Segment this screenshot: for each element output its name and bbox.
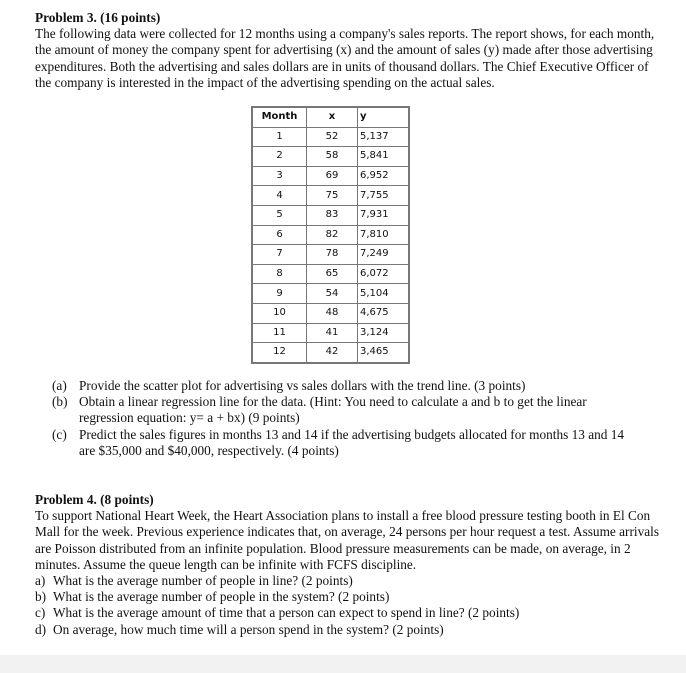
table-cell: 42 — [307, 343, 358, 363]
table-cell: 3 — [252, 166, 307, 186]
table-cell: 7,931 — [358, 205, 410, 225]
question-label: b) — [35, 589, 47, 605]
question-label: d) — [35, 621, 47, 637]
table-cell: 5,137 — [358, 127, 410, 147]
table-cell: 48 — [307, 303, 358, 323]
table-row — [252, 127, 409, 147]
table-cell: 4 — [252, 186, 307, 206]
question-text: What is the average number of people in line? (2 points) — [53, 573, 353, 589]
table-row — [252, 284, 409, 304]
problem-4-intro: To support National Heart Week, the Heart Association plans to install a free blood pressure testing booth in El Con Mall for the week. Previous experience indicates that, on average, 24 persons per hour request a test. Assume arrivals are Poisson distributed from an infinite population. Blood pressure measurements can be made, on average, in 2 minutes. Assume the queue length can be infinite with FCFS discipline. — [35, 508, 660, 572]
table-cell: 82 — [307, 225, 358, 245]
question-label: (b) — [52, 394, 68, 410]
table-cell: 7,249 — [358, 245, 410, 265]
column-header: y — [358, 107, 410, 127]
table-cell: 6,952 — [358, 166, 410, 186]
table-row — [252, 166, 409, 186]
table-row — [252, 205, 409, 225]
question-item — [52, 394, 642, 426]
table-cell: 4,675 — [358, 303, 410, 323]
problem-4-questions — [35, 573, 660, 638]
table-cell: 5 — [252, 205, 307, 225]
problem-3-questions — [52, 378, 642, 459]
table-cell: 69 — [307, 166, 358, 186]
question-label: a) — [35, 573, 46, 589]
column-header: Month — [252, 107, 307, 127]
table-cell: 83 — [307, 205, 358, 225]
table-cell: 7,810 — [358, 225, 410, 245]
table-cell: 9 — [252, 284, 307, 304]
table-cell: 1 — [252, 127, 307, 147]
table-cell: 8 — [252, 264, 307, 284]
table-cell: 41 — [307, 323, 358, 343]
table-row — [252, 186, 409, 206]
table-cell: 54 — [307, 284, 358, 304]
table-cell: 6 — [252, 225, 307, 245]
table-cell: 78 — [307, 245, 358, 265]
table-cell: 11 — [252, 323, 307, 343]
table-row — [252, 245, 409, 265]
table-row — [252, 225, 409, 245]
table-cell: 5,841 — [358, 147, 410, 167]
table-row — [252, 303, 409, 323]
page-bottom-band — [0, 655, 686, 673]
question-item — [52, 378, 642, 394]
question-item — [35, 605, 660, 621]
problem-4-title: Problem 4. (8 points) — [35, 492, 154, 507]
question-text: What is the average number of people in the system? (2 points) — [53, 589, 390, 605]
column-header: x — [307, 107, 358, 127]
table-row — [252, 323, 409, 343]
table-cell: 7 — [252, 245, 307, 265]
table-cell: 75 — [307, 186, 358, 206]
table-row — [252, 147, 409, 167]
question-text: What is the average amount of time that a person can expect to spend in line? (2 points) — [53, 605, 520, 621]
table-cell: 10 — [252, 303, 307, 323]
question-text: Provide the scatter plot for advertising vs sales dollars with the trend line. (3 points) — [79, 378, 526, 393]
table-cell: 6,072 — [358, 264, 410, 284]
table-cell: 7,755 — [358, 186, 410, 206]
question-item — [35, 573, 660, 589]
question-item — [52, 427, 642, 459]
question-label: c) — [35, 605, 46, 621]
table-cell: 5,104 — [358, 284, 410, 304]
question-label: (c) — [52, 426, 67, 442]
question-text: On average, how much time will a person spend in the system? (2 points) — [53, 621, 444, 637]
problem-3 — [35, 10, 660, 91]
data-table — [251, 106, 410, 364]
table-cell: 52 — [307, 127, 358, 147]
question-text: Obtain a linear regression line for the data. (Hint: You need to calculate a and b to get the linear regression equation: y= a + bx) (9 points) — [79, 394, 587, 426]
table-cell: 12 — [252, 343, 307, 363]
table-row — [252, 264, 409, 284]
table-cell: 58 — [307, 147, 358, 167]
table-cell: 3,124 — [358, 323, 410, 343]
question-label: (a) — [52, 378, 67, 393]
problem-3-intro: The following data were collected for 12 months using a company's sales reports. The report shows, for each month, the amount of money the company spent for advertising (x) and the amount of sales (y) made after those advertising expenditures. Both the advertising and sales dollars are in units of thousand dollars. The Chief Executive Officer of the company is interested in the impact of the advertising spending on the actual sales. — [35, 26, 655, 90]
problem-3-title: Problem 3. (16 points) — [35, 10, 161, 25]
question-item — [35, 622, 660, 638]
table-row — [252, 343, 409, 363]
table-cell: 2 — [252, 147, 307, 167]
table-cell: 65 — [307, 264, 358, 284]
problem-4 — [35, 492, 660, 638]
question-item — [35, 589, 660, 605]
table-cell: 3,465 — [358, 343, 410, 363]
question-text: Predict the sales figures in months 13 and 14 if the advertising budgets allocated for months 13 and 14 are $35,000 and $40,000, respectively. (4 points) — [79, 426, 625, 458]
